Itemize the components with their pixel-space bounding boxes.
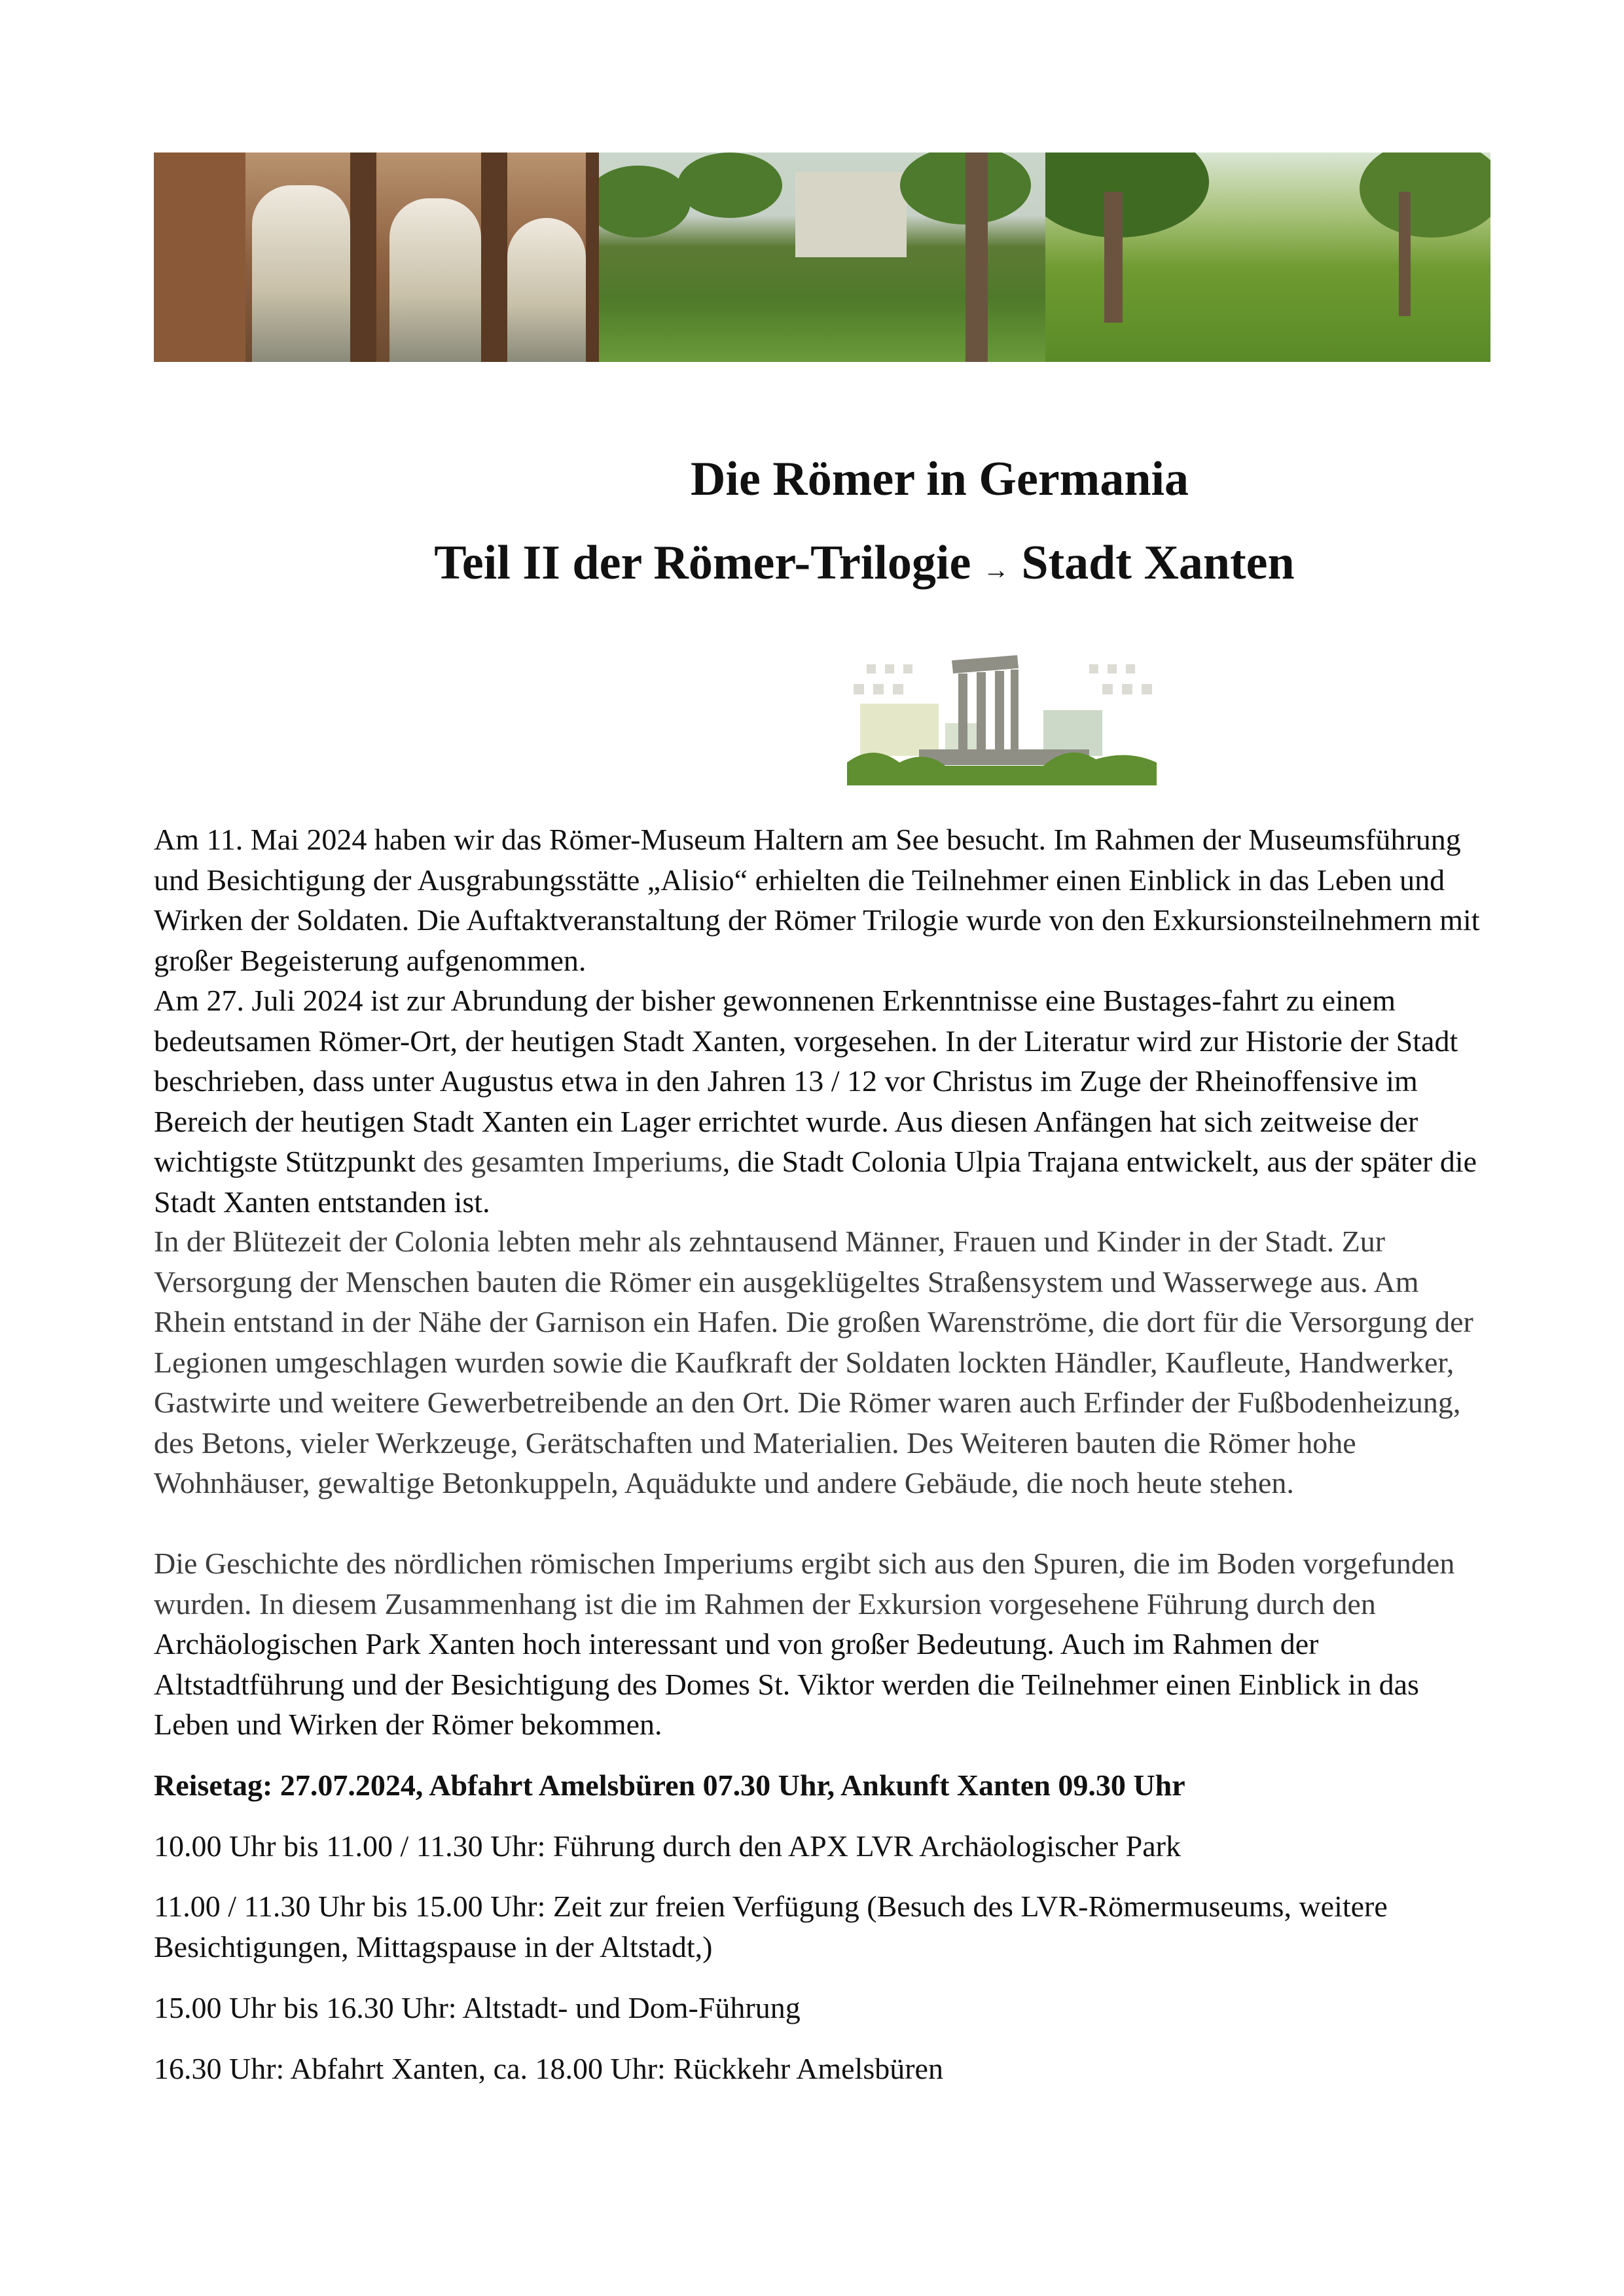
paragraph-xanten-history-text-3: , die Stadt Colonia Ulpia Trajana entwickelt, aus der später die Stadt Xanten entstanden ist. xyxy=(154,1145,1477,1219)
paragraph-excursion-text-2: Archäologischen Park Xanten hoch interessant und von großer Bedeutung. Auch im Rahmen der Altstadtführung und der Besichtigung des Domes St. Viktor werden die Teilnehmer einen Einblick in das Leben und Wirken der Römer bekommen. xyxy=(154,1627,1419,1741)
temple-columns-logo xyxy=(847,651,1157,785)
paragraph-xanten-history-text-1: Am 27. Juli 2024 ist zur Abrundung der bisher gewonnenen Erkenntnisse eine Bustages-fahrt zu einem bedeutsamen Römer-Ort, der heutigen Stadt Xanten, vorgesehen. In der Literatur wird zur Historie der Stadt beschrieben, dass unter Augustus etwa in den Jahren 13 / 12 vor Christus im Zuge der Rheinoffensive im Bereich der heutigen Stadt Xanten ein Lager errichtet wurde. Aus diesen Anfängen hat sich zeitweise der wichtigste Stützpunkt xyxy=(154,984,1458,1178)
meadow-people-photo xyxy=(1045,152,1490,362)
paragraph-excursion xyxy=(154,1543,1483,1745)
schedule-item: 10.00 Uhr bis 11.00 / 11.30 Uhr: Führung durch den APX LVR Archäologischer Park xyxy=(154,1829,1181,1863)
temple-logo-icon xyxy=(847,651,1157,785)
brick-arcade-photo xyxy=(154,152,599,362)
schedule-item: 11.00 / 11.30 Uhr bis 15.00 Uhr: Zeit zur freien Verfügung (Besuch des LVR-Römermuseums, weitere Besichtigungen, Mittagspause in der Altstadt,) xyxy=(154,1890,1388,1964)
paragraph-colonia: In der Blütezeit der Colonia lebten mehr als zehntausend Männer, Frauen und Kinder in der Stadt. Zur Versorgung der Menschen bauten die Römer ein ausgeklügeltes Straßensystem und Wasserwege aus. Am Rhein entstand in der Nähe der Garnison ein Hafen. Die großen Warenströme, die dort für die Versorgung der Legionen umgeschlagen wurden sowie die Kaufkraft der Soldaten lockten Händler, Kaufleute, Handwerker, Gastwirte und weitere Gewerbetreibende an den Ort. Die Römer waren auch Erfinder der Fußbodenheizung, des Betons, vieler Werkzeuge, Gerätschaften und Materialien. Des Weiteren bauten die Römer hohe Wohnhäuser, gewaltige Betonkuppeln, Aquädukte und andere Gebäude, die noch heute stehen. xyxy=(154,1225,1473,1499)
arrow-right-icon: → xyxy=(983,555,1009,584)
paragraph-xanten-history-text-2: des gesamten Imperiums xyxy=(423,1145,723,1178)
schedule-item: 15.00 Uhr bis 16.30 Uhr: Altstadt- und Dom-Führung xyxy=(154,1991,801,2024)
park-trees-photo xyxy=(599,152,1045,362)
schedule-item: 16.30 Uhr: Abfahrt Xanten, ca. 18.00 Uhr: Rückkehr Amelsbüren xyxy=(154,2052,943,2085)
paragraph-excursion-text-1: Die Geschichte des nördlichen römischen Imperiums ergibt sich aus den Spuren, die im Boden vorgefunden wurden. In diesem Zusammenhang ist die im Rahmen der Exkursion vorgesehene Führung durch den xyxy=(154,1547,1455,1621)
paragraph-xanten-history xyxy=(154,980,1483,1222)
page-title: Die Römer in Germania xyxy=(690,452,1189,506)
page-subtitle xyxy=(52,535,1624,591)
subtitle-part-2: Stadt Xanten xyxy=(1021,536,1295,590)
header-banner xyxy=(154,152,1490,362)
paragraph-intro: Am 11. Mai 2024 haben wir das Römer-Museum Haltern am See besucht. Im Rahmen der Museumsführung und Besichtigung der Ausgrabungsstätte „Alisio“ erhielten die Teilnehmer einen Einblick in das Leben und Wirken der Soldaten. Die Auftaktveranstaltung der Römer Trilogie wurde von den Exkursionsteilnehmern mit großer Begeisterung aufgenommen. xyxy=(154,823,1480,977)
schedule-heading: Reisetag: 27.07.2024, Abfahrt Amelsbüren 07.30 Uhr, Ankunft Xanten 09.30 Uhr xyxy=(154,1768,1185,1802)
subtitle-part-1: Teil II der Römer-Trilogie xyxy=(434,536,971,590)
